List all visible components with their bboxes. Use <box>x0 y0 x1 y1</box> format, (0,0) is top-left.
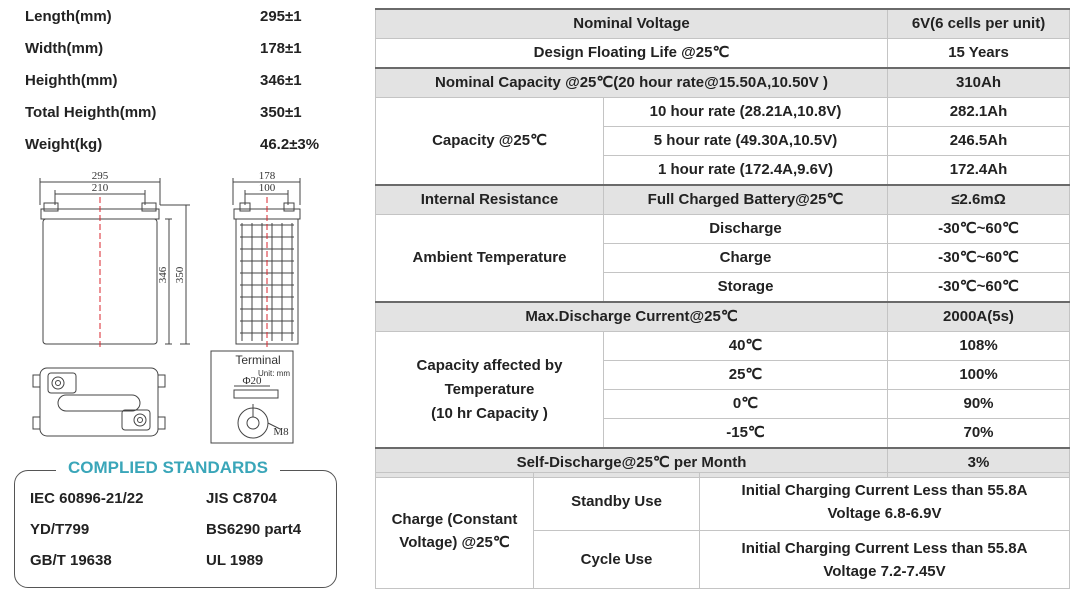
spec-value: 15 Years <box>888 39 1070 69</box>
charge-table <box>375 472 1070 589</box>
spec-value: -30℃~60℃ <box>888 273 1070 303</box>
height-outer-label: 350 <box>174 266 186 284</box>
spec-label: Capacity @25℃ <box>376 98 604 186</box>
spec-value: ≤2.6mΩ <box>888 185 1070 215</box>
dimension-row-total-height <box>25 104 325 128</box>
spec-table <box>375 8 1070 478</box>
spec-label: Ambient Temperature <box>376 215 604 303</box>
spec-value: -30℃~60℃ <box>888 215 1070 244</box>
charge-mode-value <box>700 473 1070 531</box>
side-view <box>233 178 300 347</box>
dimension-label: Length(mm) <box>25 8 112 25</box>
charge-mode-label: Cycle Use <box>534 531 700 589</box>
side-width-inner-label: 100 <box>258 182 276 194</box>
table-row <box>376 9 1070 39</box>
spec-value: 3% <box>888 448 1070 478</box>
front-view <box>40 178 190 347</box>
dimension-value: 346±1 <box>260 72 302 89</box>
front-width-inner-label: 210 <box>91 182 109 194</box>
dimension-value: 46.2±3% <box>260 136 320 153</box>
table-row <box>376 302 1070 332</box>
spec-label: Self-Discharge@25℃ per Month <box>376 448 888 478</box>
dimension-label: Heighth(mm) <box>25 72 118 89</box>
dimension-row-weight <box>25 136 325 160</box>
spec-label: Internal Resistance <box>376 185 604 215</box>
top-view <box>33 368 165 436</box>
standard-item: UL 1989 <box>206 552 264 569</box>
table-row <box>376 39 1070 69</box>
charge-value-line: Voltage 6.8-6.9V <box>827 504 942 522</box>
spec-condition: 25℃ <box>604 361 888 390</box>
spec-condition: 1 hour rate (172.4A,9.6V) <box>604 156 888 186</box>
dimension-value: 350±1 <box>260 104 302 121</box>
spec-label-line: Temperature <box>444 380 535 398</box>
front-width-outer-label: 295 <box>91 170 109 182</box>
spec-condition: Storage <box>604 273 888 303</box>
spec-label-line: Capacity affected by <box>416 356 563 374</box>
terminal-bolt-label: M8 <box>273 426 289 438</box>
height-inner-label: 346 <box>157 266 169 284</box>
table-row <box>376 332 1070 361</box>
spec-value: 70% <box>888 419 1070 449</box>
battery-drawing <box>0 165 340 450</box>
table-row <box>376 215 1070 244</box>
spec-condition: Charge <box>604 244 888 273</box>
dimension-value: 178±1 <box>260 40 302 57</box>
spec-label: Nominal Capacity @25℃(20 hour rate@15.50A,10.50V ) <box>376 68 888 98</box>
spec-condition: 40℃ <box>604 332 888 361</box>
spec-condition: 0℃ <box>604 390 888 419</box>
terminal-title: Terminal <box>235 353 281 367</box>
spec-label: Nominal Voltage <box>376 9 888 39</box>
spec-condition: 10 hour rate (28.21A,10.8V) <box>604 98 888 127</box>
standard-item: BS6290 part4 <box>206 521 302 538</box>
spec-value: 90% <box>888 390 1070 419</box>
standard-item: GB/T 19638 <box>30 552 112 569</box>
charge-label-line: Voltage) @25℃ <box>399 533 510 551</box>
spec-label-line: (10 hr Capacity ) <box>431 404 548 422</box>
standard-item: JIS C8704 <box>206 490 277 507</box>
spec-condition: -15℃ <box>604 419 888 449</box>
standard-item: IEC 60896-21/22 <box>30 490 144 507</box>
spec-value: 246.5Ah <box>888 127 1070 156</box>
spec-value: 100% <box>888 361 1070 390</box>
dimension-label: Weight(kg) <box>25 136 103 153</box>
charge-value-line: Initial Charging Current Less than 55.8A <box>741 481 1028 499</box>
charge-label <box>376 473 534 589</box>
spec-label: Design Floating Life @25℃ <box>376 39 888 69</box>
spec-value: 6V(6 cells per unit) <box>888 9 1070 39</box>
table-row <box>376 473 1070 531</box>
dimension-label: Total Heighth(mm) <box>25 104 157 121</box>
spec-label <box>376 332 604 449</box>
spec-value: -30℃~60℃ <box>888 244 1070 273</box>
charge-mode-label: Standby Use <box>534 473 700 531</box>
spec-value: 2000A(5s) <box>888 302 1070 332</box>
dimension-row-height <box>25 72 325 96</box>
spec-condition: Discharge <box>604 215 888 244</box>
spec-label: Max.Discharge Current@25℃ <box>376 302 888 332</box>
dimension-row-length <box>25 8 325 32</box>
terminal-unit: Unit: mm <box>258 369 290 378</box>
charge-mode-value <box>700 531 1070 589</box>
spec-value: 108% <box>888 332 1070 361</box>
spec-value: 282.1Ah <box>888 98 1070 127</box>
dimension-value: 295±1 <box>260 8 302 25</box>
charge-value-line: Voltage 7.2-7.45V <box>823 562 946 580</box>
spec-condition: Full Charged Battery@25℃ <box>604 185 888 215</box>
spec-value: 172.4Ah <box>888 156 1070 186</box>
dimension-label: Width(mm) <box>25 40 104 57</box>
charge-value-line: Initial Charging Current Less than 55.8A <box>741 539 1028 557</box>
spec-condition: 5 hour rate (49.30A,10.5V) <box>604 127 888 156</box>
charge-label-line: Charge (Constant <box>391 510 518 528</box>
table-row <box>376 68 1070 98</box>
standards-title: COMPLIED STANDARDS <box>56 458 280 478</box>
table-row <box>376 185 1070 215</box>
dimension-row-width <box>25 40 325 64</box>
spec-value: 310Ah <box>888 68 1070 98</box>
side-width-outer-label: 178 <box>258 170 276 182</box>
standard-item: YD/T799 <box>30 521 90 538</box>
table-row <box>376 98 1070 127</box>
terminal-diameter-label: Φ20 <box>242 375 262 387</box>
